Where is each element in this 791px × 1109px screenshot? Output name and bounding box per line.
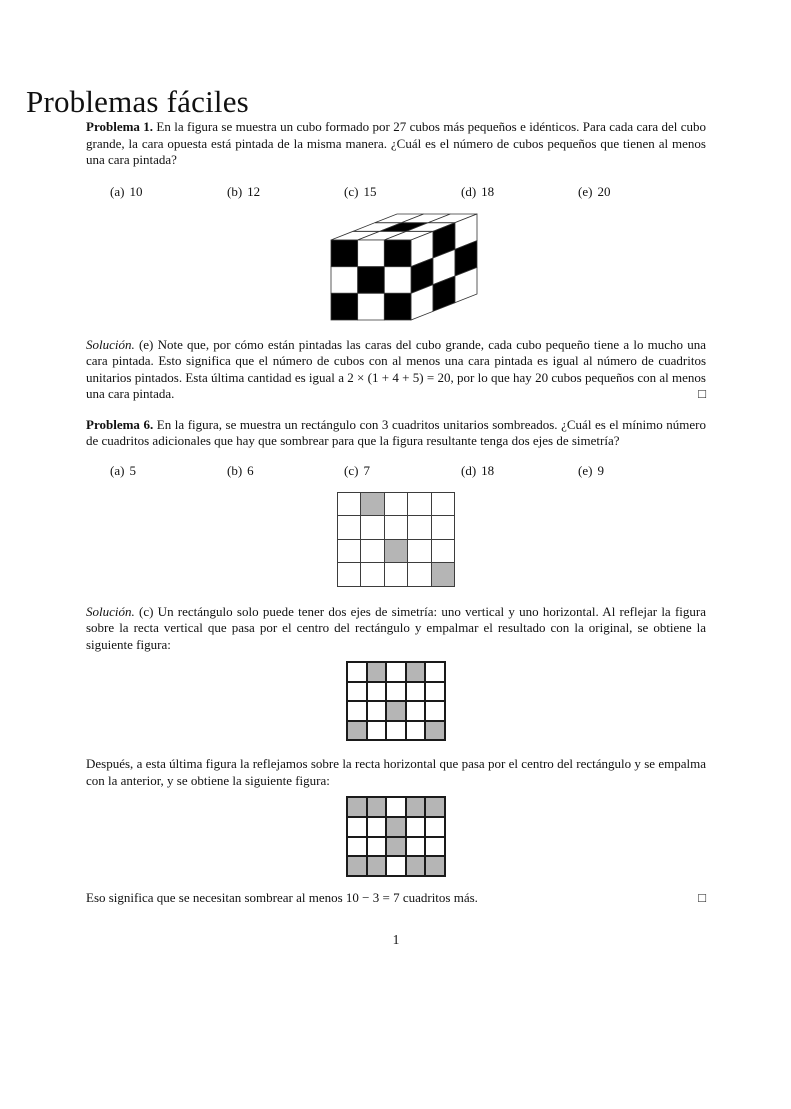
grid-cell (426, 663, 444, 681)
grid-cell (338, 563, 361, 586)
grid-cell (368, 722, 386, 740)
problem6-solution (86, 604, 706, 654)
shaded-grid-figure-1 (337, 492, 456, 587)
grid-cell (338, 516, 361, 539)
grid-cell (407, 838, 425, 856)
reflection-paragraph (86, 756, 706, 789)
option-c: (c) 7 (344, 462, 370, 478)
shaded-grid-figure-3 (346, 796, 446, 876)
problem1-label: Problema 1. (86, 119, 154, 135)
problem1-options (110, 184, 706, 200)
solution-text: (e) Note que, por cómo están pintadas las caras del cubo grande, cada cubo pequeño tiene a lo mucho una cara pintada. Esto significa que el número de cubos con al menos una cara pintada es igual al número de cuadritos unitarios pintados. Esta última cantidad es igual a 2 × (1 + 4 + 5) = 20, por lo que hay 20 cubos pequeños con al menos una cara pintada. (86, 336, 706, 402)
grid-cell (407, 683, 425, 701)
page-number: 1 (392, 932, 400, 948)
checkerboard-cube-figure (329, 212, 479, 329)
grid-cell (408, 493, 431, 516)
grid-cell (348, 722, 366, 740)
problem1-statement (86, 119, 706, 169)
grid-cell (338, 493, 361, 516)
option-e: (e) 20 (578, 183, 611, 199)
grid-cell (385, 540, 408, 563)
conclusion-paragraph (86, 890, 706, 907)
grid-cell (432, 540, 455, 563)
grid-cell (385, 493, 408, 516)
page-title: Problemas fáciles (26, 84, 249, 119)
grid-cell (387, 663, 405, 681)
grid-cell (387, 702, 405, 720)
final-text: Eso significa que se necesitan sombrear al menos 10 − 3 = 7 cuadritos más. (86, 889, 478, 905)
grid-cell (368, 702, 386, 720)
grid-cell (387, 722, 405, 740)
grid-cell (387, 798, 405, 816)
grid-cell (368, 818, 386, 836)
grid-cell (385, 516, 408, 539)
grid-cell (407, 663, 425, 681)
grid-cell (432, 516, 455, 539)
option-d: (d) 18 (461, 183, 495, 199)
problem6-options (110, 463, 706, 479)
problem6-text: En la figura, se muestra un rectángulo con 3 cuadritos unitarios sombreados. ¿Cuál es el mínimo número de cuadritos adicionales que hay que sombrear para que la figura resultante tenga dos ejes de simetría? (86, 416, 706, 449)
grid-cell (426, 798, 444, 816)
solution-text: (c) Un rectángulo solo puede tener dos ejes de simetría: uno vertical y uno horizontal. Al reflejar la figura sobre la recta vertical que pasa por el centro del rectángulo y empalmar el resultado con la original, se obtiene la siguiente figura: (86, 603, 706, 652)
problem6-statement (86, 417, 706, 450)
grid-cell (368, 857, 386, 875)
page-content (86, 119, 706, 948)
grid-cell (407, 702, 425, 720)
grid-cell (348, 818, 366, 836)
option-a: (a) 10 (110, 183, 143, 199)
grid-cell (426, 857, 444, 875)
grid-cell (407, 722, 425, 740)
after-text: Después, a esta última figura la reflejamos sobre la recta horizontal que pasa por el centro del rectángulo y se empalma con la anterior, y se obtiene la siguiente figura: (86, 756, 706, 788)
grid-cell (432, 493, 455, 516)
grid-cell (407, 798, 425, 816)
solution-label: Solución. (86, 336, 135, 352)
grid-cell (387, 818, 405, 836)
grid-cell (408, 516, 431, 539)
grid-cell (432, 563, 455, 586)
grid-cell (426, 702, 444, 720)
grid-cell (426, 818, 444, 836)
grid-cell (408, 563, 431, 586)
grid-figure-1-wrap (86, 492, 706, 587)
option-c: (c) 15 (344, 183, 377, 199)
grid-cell (368, 838, 386, 856)
option-e: (e) 9 (578, 462, 604, 478)
grid-cell (368, 663, 386, 681)
problem1-solution (86, 337, 706, 403)
grid-cell (426, 838, 444, 856)
option-d: (d) 18 (461, 462, 495, 478)
grid-cell (348, 683, 366, 701)
grid-cell (361, 516, 384, 539)
grid-figure-3-wrap (86, 796, 706, 876)
option-b: (b) 12 (227, 183, 261, 199)
problem6-label: Problema 6. (86, 416, 154, 432)
grid-cell (426, 683, 444, 701)
grid-cell (361, 493, 384, 516)
grid-cell (348, 663, 366, 681)
grid-cell (361, 563, 384, 586)
grid-cell (348, 798, 366, 816)
grid-cell (387, 838, 405, 856)
option-b: (b) 6 (227, 462, 254, 478)
grid-cell (407, 818, 425, 836)
grid-figure-2-wrap (86, 661, 706, 741)
cube-figure-wrap (86, 200, 706, 329)
document-page (0, 85, 791, 1109)
grid-cell (348, 857, 366, 875)
shaded-grid-figure-2 (346, 661, 446, 741)
grid-cell (426, 722, 444, 740)
grid-cell (338, 540, 361, 563)
grid-cell (385, 563, 408, 586)
qed-box: □ (698, 889, 706, 905)
grid-cell (368, 683, 386, 701)
grid-cell (348, 702, 366, 720)
grid-cell (348, 838, 366, 856)
solution-label: Solución. (86, 603, 135, 619)
grid-cell (407, 857, 425, 875)
grid-cell (408, 540, 431, 563)
option-a: (a) 5 (110, 462, 136, 478)
grid-cell (387, 857, 405, 875)
qed-box: □ (698, 386, 706, 402)
problem1-text: En la figura se muestra un cubo formado por 27 cubos más pequeños e idénticos. Para cada cara del cubo grande, la cara opuesta está pintada de la misma manera. ¿Cuál es el número de cubos pequeños que tienen al menos una cara pintada? (86, 119, 706, 168)
grid-cell (387, 683, 405, 701)
grid-cell (361, 540, 384, 563)
grid-cell (368, 798, 386, 816)
